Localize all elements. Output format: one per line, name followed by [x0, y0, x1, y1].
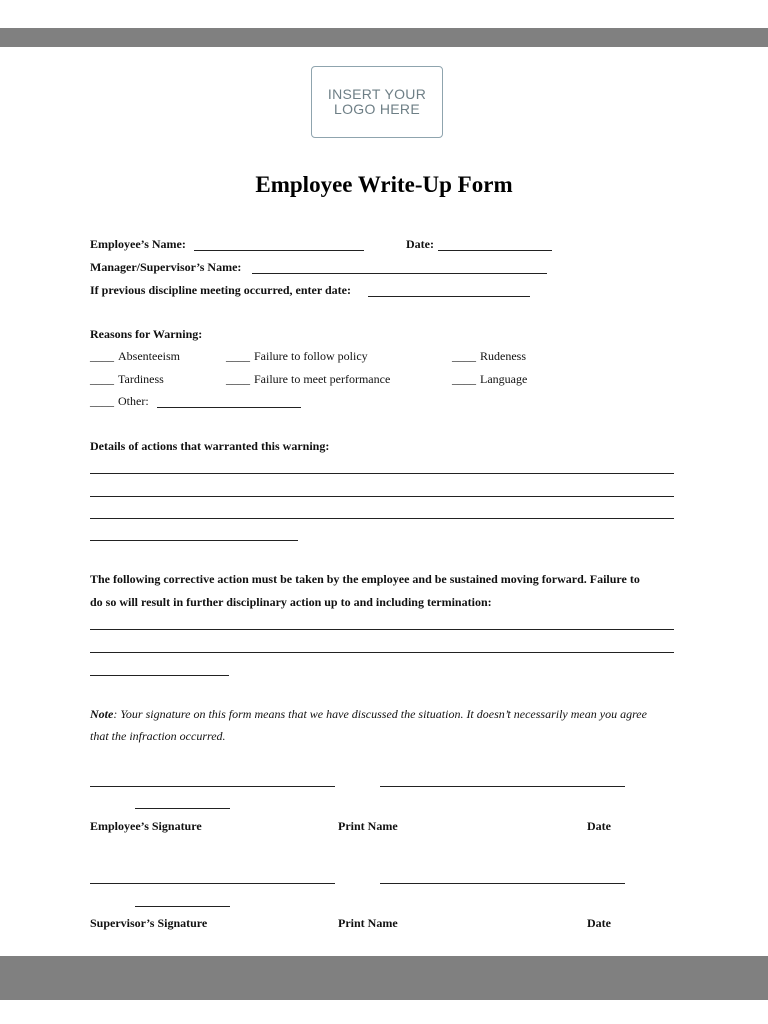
tardiness-checkbox[interactable]: ____: [90, 372, 114, 386]
corrective-line[interactable]: [90, 675, 229, 676]
tardiness-label: Tardiness: [118, 372, 164, 386]
other-field[interactable]: [157, 407, 301, 408]
supervisor-date-line[interactable]: [135, 906, 230, 907]
failure-policy-checkbox[interactable]: ____: [226, 349, 250, 363]
supervisor-date-label: Date: [587, 916, 611, 930]
employee-print-name-line[interactable]: [380, 786, 625, 787]
employee-name-field[interactable]: [194, 250, 364, 251]
supervisor-print-name-line[interactable]: [380, 883, 625, 884]
failure-performance-checkbox[interactable]: ____: [226, 372, 250, 386]
note-line-2: that the infraction occurred.: [90, 729, 226, 743]
note-text: : Your signature on this form means that we have discussed the situation. It doesn’t necessarily mean you agree: [113, 707, 647, 721]
employee-signature-line[interactable]: [90, 786, 335, 787]
employee-name-label: Employee’s Name:: [90, 237, 186, 251]
corrective-text-line-1: The following corrective action must be taken by the employee and be sustained moving forward. Failure to: [90, 572, 640, 586]
logo-line-1: INSERT YOUR: [327, 86, 427, 102]
corrective-line[interactable]: [90, 652, 674, 653]
other-label: Other:: [118, 394, 149, 408]
logo-placeholder: [311, 66, 443, 138]
absenteeism-checkbox[interactable]: ____: [90, 349, 114, 363]
supervisor-print-name-label: Print Name: [338, 916, 398, 930]
failure-policy-label: Failure to follow policy: [254, 349, 368, 363]
details-heading: Details of actions that warranted this warning:: [90, 439, 330, 453]
corrective-line[interactable]: [90, 629, 674, 630]
rudeness-label: Rudeness: [480, 349, 526, 363]
employee-date-line[interactable]: [135, 808, 230, 809]
language-label: Language: [480, 372, 528, 386]
manager-label: Manager/Supervisor’s Name:: [90, 260, 242, 274]
details-line[interactable]: [90, 540, 298, 541]
employee-print-name-label: Print Name: [338, 819, 398, 833]
supervisor-signature-label: Supervisor’s Signature: [90, 916, 208, 930]
bottom-banner: [0, 956, 768, 1000]
language-checkbox[interactable]: ____: [452, 372, 476, 386]
details-line[interactable]: [90, 518, 674, 519]
date-label: Date:: [406, 237, 434, 251]
absenteeism-label: Absenteeism: [118, 349, 180, 363]
form-title: Employee Write-Up Form: [255, 172, 513, 197]
supervisor-signature-line[interactable]: [90, 883, 335, 884]
previous-meeting-label: If previous discipline meeting occurred, enter date:: [90, 283, 351, 297]
employee-date-label: Date: [587, 819, 611, 833]
corrective-text-line-2: do so will result in further disciplinary action up to and including termination:: [90, 595, 492, 609]
manager-field[interactable]: [252, 273, 547, 274]
employee-signature-label: Employee’s Signature: [90, 819, 202, 833]
rudeness-checkbox[interactable]: ____: [452, 349, 476, 363]
logo-line-2: LOGO HERE: [334, 101, 420, 117]
top-banner: [0, 28, 768, 47]
details-line[interactable]: [90, 473, 674, 474]
note-label: Note: [90, 707, 114, 721]
failure-performance-label: Failure to meet performance: [254, 372, 391, 386]
previous-meeting-field[interactable]: [368, 296, 530, 297]
reasons-heading: Reasons for Warning:: [90, 327, 203, 341]
date-field[interactable]: [438, 250, 552, 251]
note-line-1: [90, 707, 647, 722]
details-line[interactable]: [90, 496, 674, 497]
other-checkbox[interactable]: ____: [90, 394, 114, 408]
